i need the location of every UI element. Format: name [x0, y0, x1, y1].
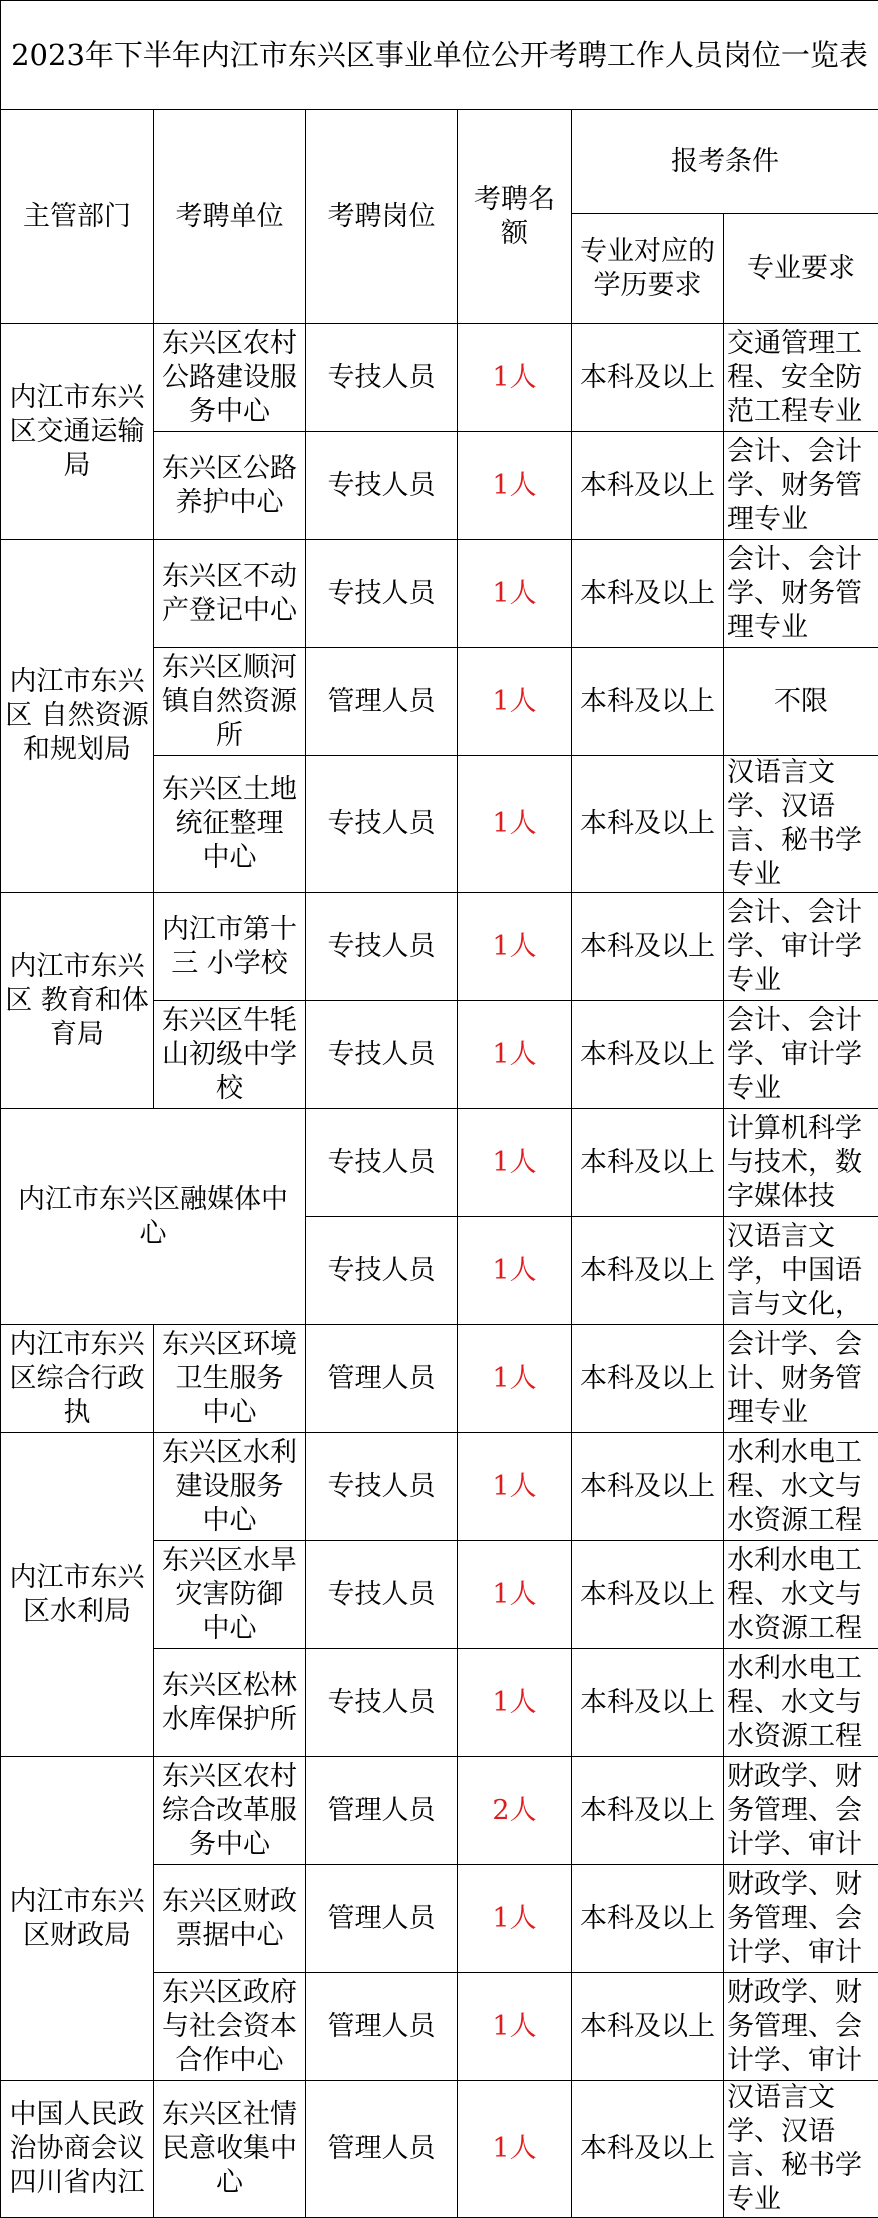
edu-cell: 本科及以上	[572, 2081, 724, 2218]
edu-cell: 本科及以上	[572, 1541, 724, 1649]
post-cell: 管理人员	[306, 648, 458, 756]
quota-cell: 1人	[458, 1001, 572, 1109]
unit-cell: 东兴区财政票据中心	[154, 1865, 306, 1973]
major-cell: 会计、会计学、审计学专业	[724, 893, 878, 1001]
post-cell: 管理人员	[306, 1757, 458, 1865]
major-cell: 会计、会计学、财务管理专业	[724, 540, 878, 648]
major-cell: 水利水电工程、水文与水资源工程	[724, 1649, 878, 1757]
header-post: 考聘岗位	[306, 110, 458, 324]
major-cell: 财政学、财务管理、会计学、审计	[724, 1757, 878, 1865]
post-cell: 管理人员	[306, 2081, 458, 2218]
header-edu: 专业对应的学历要求	[572, 214, 724, 324]
quota-cell: 1人	[458, 1109, 572, 1217]
unit-cell: 东兴区水利建设服务 中心	[154, 1433, 306, 1541]
post-cell: 管理人员	[306, 1973, 458, 2081]
major-cell: 汉语言文学、汉语言、秘书学专业	[724, 2081, 878, 2218]
quota-cell: 2人	[458, 1757, 572, 1865]
unit-cell: 东兴区土地统征整理 中心	[154, 756, 306, 893]
post-cell: 专技人员	[306, 540, 458, 648]
post-cell: 专技人员	[306, 1541, 458, 1649]
unit-cell: 东兴区农村公路建设服务中心	[154, 324, 306, 432]
edu-cell: 本科及以上	[572, 1001, 724, 1109]
post-cell: 专技人员	[306, 1433, 458, 1541]
edu-cell: 本科及以上	[572, 756, 724, 893]
edu-cell: 本科及以上	[572, 1433, 724, 1541]
major-cell: 会计、会计学、财务管理专业	[724, 432, 878, 540]
unit-cell: 东兴区牛牦山初级中学校	[154, 1001, 306, 1109]
header-unit: 考聘单位	[154, 110, 306, 324]
post-cell: 专技人员	[306, 432, 458, 540]
unit-cell: 东兴区松林水库保护所	[154, 1649, 306, 1757]
post-cell: 管理人员	[306, 1325, 458, 1433]
header-dept: 主管部门	[1, 110, 154, 324]
post-cell: 专技人员	[306, 1217, 458, 1325]
page-title: 2023年下半年内江市东兴区事业单位公开考聘工作人员岗位一览表	[1, 1, 878, 110]
unit-cell: 东兴区社情民意收集中心	[154, 2081, 306, 2218]
post-cell: 专技人员	[306, 1109, 458, 1217]
major-cell: 计算机科学与技术，数字媒体技	[724, 1109, 878, 1217]
edu-cell: 本科及以上	[572, 324, 724, 432]
dept-cell: 内江市东兴区 自然资源和规划局	[1, 540, 154, 893]
quota-cell: 1人	[458, 1865, 572, 1973]
edu-cell: 本科及以上	[572, 893, 724, 1001]
edu-cell: 本科及以上	[572, 1649, 724, 1757]
dept-cell: 内江市东兴区 教育和体育局	[1, 893, 154, 1109]
unit-cell: 东兴区顺河镇自然资源所	[154, 648, 306, 756]
unit-cell: 东兴区水旱灾害防御 中心	[154, 1541, 306, 1649]
quota-cell: 1人	[458, 1649, 572, 1757]
quota-cell: 1人	[458, 432, 572, 540]
edu-cell: 本科及以上	[572, 540, 724, 648]
unit-cell: 东兴区不动产登记中心	[154, 540, 306, 648]
major-cell: 财政学、财务管理、会计学、审计	[724, 1973, 878, 2081]
edu-cell: 本科及以上	[572, 1973, 724, 2081]
quota-cell: 1人	[458, 893, 572, 1001]
post-cell: 管理人员	[306, 1865, 458, 1973]
post-cell: 专技人员	[306, 756, 458, 893]
dept-cell: 中国人民政治协商会议四川省内江	[1, 2081, 154, 2218]
quota-cell: 1人	[458, 1433, 572, 1541]
major-cell: 财政学、财务管理、会计学、审计	[724, 1865, 878, 1973]
header-quota: 考聘名额	[458, 110, 572, 324]
major-cell: 交通管理工程、安全防范工程专业	[724, 324, 878, 432]
header-major: 专业要求	[724, 214, 878, 324]
quota-cell: 1人	[458, 1217, 572, 1325]
edu-cell: 本科及以上	[572, 1109, 724, 1217]
major-cell: 汉语言文学，中国语言与文化，	[724, 1217, 878, 1325]
unit-cell: 东兴区公路养护中心	[154, 432, 306, 540]
edu-cell: 本科及以上	[572, 1325, 724, 1433]
post-cell: 专技人员	[306, 324, 458, 432]
unit-cell: 内江市第十三 小学校	[154, 893, 306, 1001]
dept-cell: 内江市东兴区融媒体中心	[1, 1109, 306, 1325]
major-cell: 不限	[724, 648, 878, 756]
dept-cell: 内江市东兴区综合行政执	[1, 1325, 154, 1433]
quota-cell: 1人	[458, 1325, 572, 1433]
edu-cell: 本科及以上	[572, 648, 724, 756]
quota-cell: 1人	[458, 756, 572, 893]
quota-cell: 1人	[458, 1541, 572, 1649]
post-cell: 专技人员	[306, 1649, 458, 1757]
edu-cell: 本科及以上	[572, 1865, 724, 1973]
edu-cell: 本科及以上	[572, 1217, 724, 1325]
major-cell: 水利水电工程、水文与水资源工程	[724, 1433, 878, 1541]
unit-cell: 东兴区政府与社会资本合作中心	[154, 1973, 306, 2081]
quota-cell: 1人	[458, 2081, 572, 2218]
dept-cell: 内江市东兴区财政局	[1, 1757, 154, 2081]
dept-cell: 内江市东兴区水利局	[1, 1433, 154, 1757]
header-conditions: 报考条件	[572, 110, 878, 214]
unit-cell: 东兴区农村综合改革服务中心	[154, 1757, 306, 1865]
major-cell: 汉语言文学、汉语言、秘书学专业	[724, 756, 878, 893]
major-cell: 会计学、会计、财务管理专业	[724, 1325, 878, 1433]
edu-cell: 本科及以上	[572, 1757, 724, 1865]
post-cell: 专技人员	[306, 893, 458, 1001]
unit-cell: 东兴区环境卫生服务 中心	[154, 1325, 306, 1433]
quota-cell: 1人	[458, 648, 572, 756]
quota-cell: 1人	[458, 540, 572, 648]
edu-cell: 本科及以上	[572, 432, 724, 540]
post-cell: 专技人员	[306, 1001, 458, 1109]
dept-cell: 内江市东兴区交通运输局	[1, 324, 154, 540]
major-cell: 水利水电工程、水文与水资源工程	[724, 1541, 878, 1649]
quota-cell: 1人	[458, 1973, 572, 2081]
quota-cell: 1人	[458, 324, 572, 432]
major-cell: 会计、会计学、审计学专业	[724, 1001, 878, 1109]
